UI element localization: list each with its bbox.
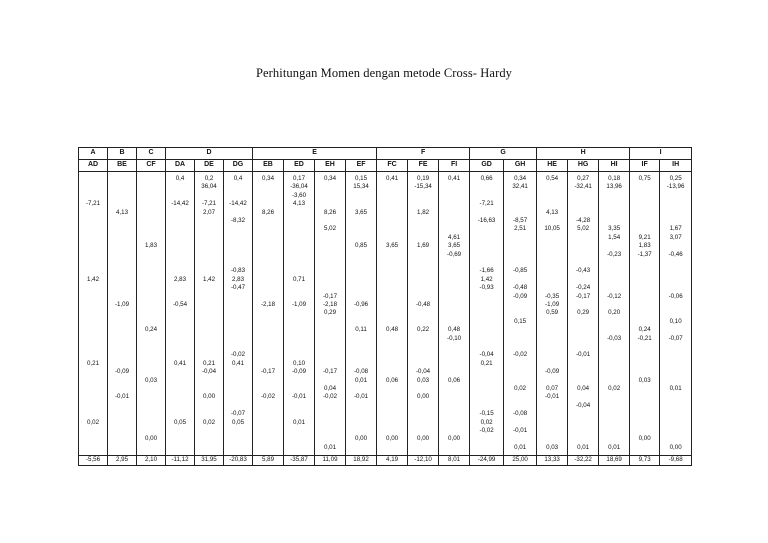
joint-header: E [253, 148, 377, 160]
member-header-hi: HI [599, 160, 630, 172]
moment-value: -0,09 [114, 368, 130, 376]
moment-value: 3,07 [669, 233, 682, 241]
moment-value: 0,00 [417, 393, 430, 401]
joint-header: D [166, 148, 253, 160]
moment-value: 3,35 [608, 225, 621, 233]
moment-value: -0,12 [607, 292, 622, 300]
moment-value: 0,00 [355, 435, 368, 443]
member-header-eh: EH [315, 160, 346, 172]
moment-value: 0,25 [669, 175, 682, 182]
moment-value: -0,04 [201, 368, 217, 376]
joint-header-row [79, 148, 692, 160]
moment-value: 0,00 [386, 435, 399, 443]
member-column-fi [439, 172, 470, 456]
moment-value: 3,65 [355, 208, 368, 216]
moment-value: -0,01 [545, 393, 560, 401]
moment-value: 0,41 [173, 359, 187, 367]
moment-value: 0,02 [514, 385, 527, 392]
moment-value: -0,02 [479, 427, 494, 434]
total-dg: -20,83 [224, 456, 253, 466]
moment-value: 0,24 [144, 326, 158, 334]
member-header-fc: FC [377, 160, 408, 172]
moment-value: 2,83 [173, 275, 187, 283]
member-column-ef [346, 172, 377, 456]
moment-value: 4,13 [292, 200, 306, 208]
member-column-he [537, 172, 568, 456]
moment-value: 0,05 [231, 418, 245, 426]
member-header-hg: HG [568, 160, 599, 172]
moment-value: 0,01 [323, 443, 337, 451]
member-column-fc [377, 172, 408, 456]
moment-value: -0,04 [416, 368, 431, 376]
member-header-ef: EF [346, 160, 377, 172]
moment-value: 0,22 [417, 326, 430, 334]
moment-value: 0,01 [292, 418, 306, 426]
member-header-de: DE [195, 160, 224, 172]
moment-value: 1,82 [417, 208, 430, 216]
moment-value: -0,02 [230, 351, 246, 359]
moment-value: 0,02 [480, 418, 493, 426]
moment-value: 1,83 [638, 242, 651, 250]
joint-header: F [377, 148, 470, 160]
moment-value: 0,48 [448, 326, 461, 334]
total-gh: 25,00 [504, 456, 537, 466]
member-column-gd [470, 172, 504, 456]
moment-value: 0,21 [480, 359, 493, 367]
moment-value: 9,21 [638, 233, 651, 241]
member-column-eh [315, 172, 346, 456]
moment-value: 0,03 [546, 443, 559, 451]
moment-value: -0,69 [447, 250, 462, 258]
moment-value: -0,17 [322, 292, 338, 300]
moment-value: 0,27 [577, 175, 590, 182]
moment-value: -7,21 [201, 200, 217, 208]
joint-header: H [537, 148, 630, 160]
moment-value: -14,42 [229, 200, 247, 208]
moment-value: -0,93 [479, 284, 494, 292]
moment-value: 0,21 [202, 359, 216, 367]
moment-value: -0,35 [545, 292, 560, 300]
moment-value: 13,96 [606, 183, 622, 191]
member-column-if [630, 172, 660, 456]
moment-value: 0,4 [175, 175, 185, 182]
moment-value: 0,41 [386, 175, 399, 182]
moment-value: 5,02 [577, 225, 590, 233]
moment-value: -2,18 [260, 301, 276, 308]
moment-value: -7,21 [479, 200, 494, 208]
moment-value: -1,09 [291, 301, 307, 308]
moment-value: 0,04 [577, 385, 590, 392]
moment-value: 0,75 [638, 175, 651, 182]
member-header-da: DA [166, 160, 195, 172]
moment-value: 0,34 [323, 175, 337, 182]
page-title: Perhitungan Momen dengan metode Cross- Hardy [255, 66, 513, 80]
moment-value: -1,09 [545, 301, 560, 308]
member-header-dg: DG [224, 160, 253, 172]
joint-header: G [470, 148, 537, 160]
moment-value: 32,41 [512, 183, 528, 191]
moment-value: 0,34 [514, 175, 527, 182]
moment-value: -0,46 [668, 250, 683, 258]
moment-value: -0,54 [172, 301, 188, 308]
moment-value: 1,42 [202, 275, 216, 283]
total-if: 9,73 [630, 456, 660, 466]
moment-value: -0,48 [513, 284, 528, 292]
moment-value: 0,00 [669, 443, 682, 451]
moment-value: 5,02 [323, 225, 337, 233]
moment-value: 15,34 [353, 183, 369, 191]
moment-value: -0,04 [479, 351, 494, 359]
member-column-dg [224, 172, 253, 456]
member-header-fi: FI [439, 160, 470, 172]
moment-value: -0,17 [322, 368, 338, 376]
total-ad: -5,56 [79, 456, 108, 466]
moment-value: -16,63 [477, 217, 496, 224]
moment-value: -14,42 [171, 200, 189, 208]
moment-value: -0,09 [545, 368, 560, 376]
moment-value: -2,18 [322, 301, 338, 308]
total-eb: 5,89 [253, 456, 284, 466]
moment-value: -0,01 [576, 351, 591, 359]
member-header-if: IF [630, 160, 660, 172]
moment-value: 0,59 [546, 309, 559, 317]
moment-value: 0,29 [323, 309, 337, 317]
moment-value: 0,18 [608, 175, 621, 182]
moment-value: -8,57 [513, 217, 528, 224]
moment-value: 36,04 [201, 183, 217, 191]
moment-value: -7,21 [85, 200, 101, 208]
moment-value: -0,01 [513, 427, 528, 434]
moment-value: 0,48 [386, 326, 399, 334]
moment-value: 0,03 [417, 376, 430, 384]
moment-value: -32,41 [574, 183, 592, 191]
member-column-ad [79, 172, 108, 456]
moment-value: 0,17 [292, 175, 306, 182]
moment-value: 2,51 [514, 225, 527, 233]
moment-value: 0,71 [292, 275, 306, 283]
joint-header: A [79, 148, 108, 160]
member-header-gh: GH [504, 160, 537, 172]
total-fe: -12,10 [408, 456, 439, 466]
moment-value: -15,34 [414, 183, 432, 191]
moment-value: -0,06 [668, 292, 683, 300]
moment-value: -0,47 [230, 284, 246, 292]
joint-header: B [108, 148, 137, 160]
total-hg: -32,22 [568, 456, 599, 466]
moment-value: -36,04 [290, 183, 308, 191]
moment-value: -0,15 [479, 410, 494, 418]
moment-value: 0,06 [448, 376, 461, 384]
moment-value: -0,03 [607, 334, 622, 342]
member-column-cf [137, 172, 166, 456]
total-eh: 11,09 [315, 456, 346, 466]
member-header-ih: IH [660, 160, 692, 172]
member-header-row [79, 160, 692, 172]
moment-value: -0,02 [513, 351, 528, 359]
moment-value: 0,01 [514, 443, 527, 451]
member-column-hi [599, 172, 630, 456]
joint-header: C [137, 148, 166, 160]
moment-value: -0,85 [513, 267, 528, 275]
moment-value: 0,01 [577, 443, 590, 451]
moment-value: 0,11 [355, 326, 367, 334]
moment-value: 10,05 [544, 225, 560, 233]
member-column-ed [284, 172, 315, 456]
moment-value: -0,96 [353, 301, 369, 308]
moment-value: 0,15 [355, 175, 368, 182]
moment-value: 0,00 [202, 393, 216, 401]
member-column-de [195, 172, 224, 456]
moment-value: 0,41 [448, 175, 461, 182]
moment-value: 0,34 [261, 175, 275, 182]
total-de: 31,95 [195, 456, 224, 466]
member-column-gh [504, 172, 537, 456]
moment-value: 1,42 [480, 275, 493, 283]
moment-value: -0,02 [260, 393, 276, 401]
moment-value: 0,41 [231, 359, 245, 367]
total-he: 13,33 [537, 456, 568, 466]
member-column-ih [660, 172, 692, 456]
total-ef: 18,92 [346, 456, 377, 466]
moment-value: -0,24 [576, 284, 591, 292]
moment-value: 0,2 [204, 175, 214, 182]
moment-value: -0,17 [260, 368, 276, 376]
member-column-be [108, 172, 137, 456]
member-header-gd: GD [470, 160, 504, 172]
moment-value: 0,01 [608, 443, 621, 451]
moment-value: 1,42 [86, 275, 100, 283]
moment-value: 0,00 [638, 435, 651, 443]
total-fi: 8,01 [439, 456, 470, 466]
moment-value: 0,02 [86, 418, 100, 426]
moment-value: -0,07 [668, 334, 683, 342]
moment-value: -0,01 [291, 393, 307, 401]
moment-value: -0,08 [353, 368, 369, 376]
total-be: 2,95 [108, 456, 137, 466]
moment-value: -0,09 [291, 368, 307, 376]
moment-value: -1,37 [637, 250, 652, 258]
member-header-cf: CF [137, 160, 166, 172]
moment-value: 8,26 [261, 208, 275, 216]
moment-value: 0,21 [86, 359, 100, 367]
total-fc: 4,19 [377, 456, 408, 466]
moment-value: -3,60 [291, 191, 307, 199]
moment-value: -0,43 [576, 267, 591, 275]
cross-moment-table [78, 147, 692, 466]
member-column-da [166, 172, 195, 456]
moment-value: 0,01 [355, 376, 368, 384]
moment-value: -0,02 [322, 393, 338, 401]
total-ed: -35,87 [284, 456, 315, 466]
member-column-eb [253, 172, 284, 456]
member-header-fe: FE [408, 160, 439, 172]
moment-value: 0,00 [417, 435, 430, 443]
moment-value: -0,09 [513, 292, 528, 300]
moment-value: 4,61 [448, 233, 461, 241]
moment-value: 3,65 [448, 242, 461, 250]
moment-value: 2,07 [202, 208, 216, 216]
total-cf: 2,10 [137, 456, 166, 466]
moment-value: 4,13 [115, 208, 129, 216]
moment-value: 0,66 [480, 175, 493, 182]
moment-value: 0,24 [638, 326, 651, 334]
moment-value: 0,10 [292, 359, 306, 367]
member-column-fe [408, 172, 439, 456]
member-header-he: HE [537, 160, 568, 172]
moment-value: 0,02 [608, 385, 621, 392]
moment-value: 0,05 [173, 418, 187, 426]
moment-value: 1,54 [608, 233, 621, 241]
moment-value: 4,13 [546, 208, 559, 216]
joint-header: I [630, 148, 692, 160]
moment-value: 0,01 [669, 385, 682, 392]
moment-value: 0,19 [417, 175, 430, 182]
total-row [79, 456, 692, 466]
moment-value: -0,21 [637, 334, 652, 342]
moment-value: -0,07 [230, 410, 246, 418]
moment-value: 0,02 [202, 418, 216, 426]
moment-value: 3,65 [386, 242, 399, 250]
moment-value: -0,48 [416, 301, 431, 308]
member-header-eb: EB [253, 160, 284, 172]
moment-value: -13,96 [666, 183, 685, 191]
moment-value: -0,83 [230, 267, 246, 275]
moment-value: 0,04 [323, 385, 337, 392]
moment-value: 0,54 [546, 175, 559, 182]
member-header-ad: AD [79, 160, 108, 172]
distribution-body-row [79, 172, 692, 456]
moment-value: 0,4 [233, 175, 243, 182]
member-column-hg [568, 172, 599, 456]
moment-value: 0,20 [608, 309, 621, 317]
moment-value: 0,29 [577, 309, 590, 317]
moment-value: -1,09 [114, 301, 130, 308]
moment-value: 0,07 [546, 385, 559, 392]
moment-value: -1,66 [479, 267, 494, 275]
member-header-be: BE [108, 160, 137, 172]
moment-value: -0,04 [576, 401, 591, 409]
moment-value: 0,00 [144, 435, 158, 443]
moment-value: 0,10 [669, 317, 682, 325]
moment-value: 0,15 [514, 317, 527, 325]
moment-value: -0,17 [576, 292, 591, 300]
total-hi: 18,69 [599, 456, 630, 466]
moment-value: -0,10 [447, 334, 462, 342]
moment-value: -0,01 [114, 393, 130, 401]
moment-value: -4,28 [576, 217, 591, 224]
moment-value: 0,85 [355, 242, 368, 250]
total-ih: -9,68 [660, 456, 692, 466]
moment-value: -8,32 [230, 217, 246, 224]
moment-value: -0,08 [513, 410, 528, 418]
moment-value: 0,00 [448, 435, 461, 443]
member-header-ed: ED [284, 160, 315, 172]
moment-value: 8,26 [323, 208, 337, 216]
total-gd: -24,99 [470, 456, 504, 466]
total-da: -11,12 [166, 456, 195, 466]
moment-value: 0,03 [144, 376, 158, 384]
moment-value: 0,03 [638, 376, 651, 384]
moment-value: 1,69 [417, 242, 430, 250]
moment-value: 1,67 [669, 225, 682, 233]
moment-value: 1,83 [144, 242, 158, 250]
moment-value: -0,23 [607, 250, 622, 258]
moment-value: -0,01 [353, 393, 369, 401]
moment-value: 2,83 [231, 275, 245, 283]
moment-value: 0,06 [386, 376, 399, 384]
